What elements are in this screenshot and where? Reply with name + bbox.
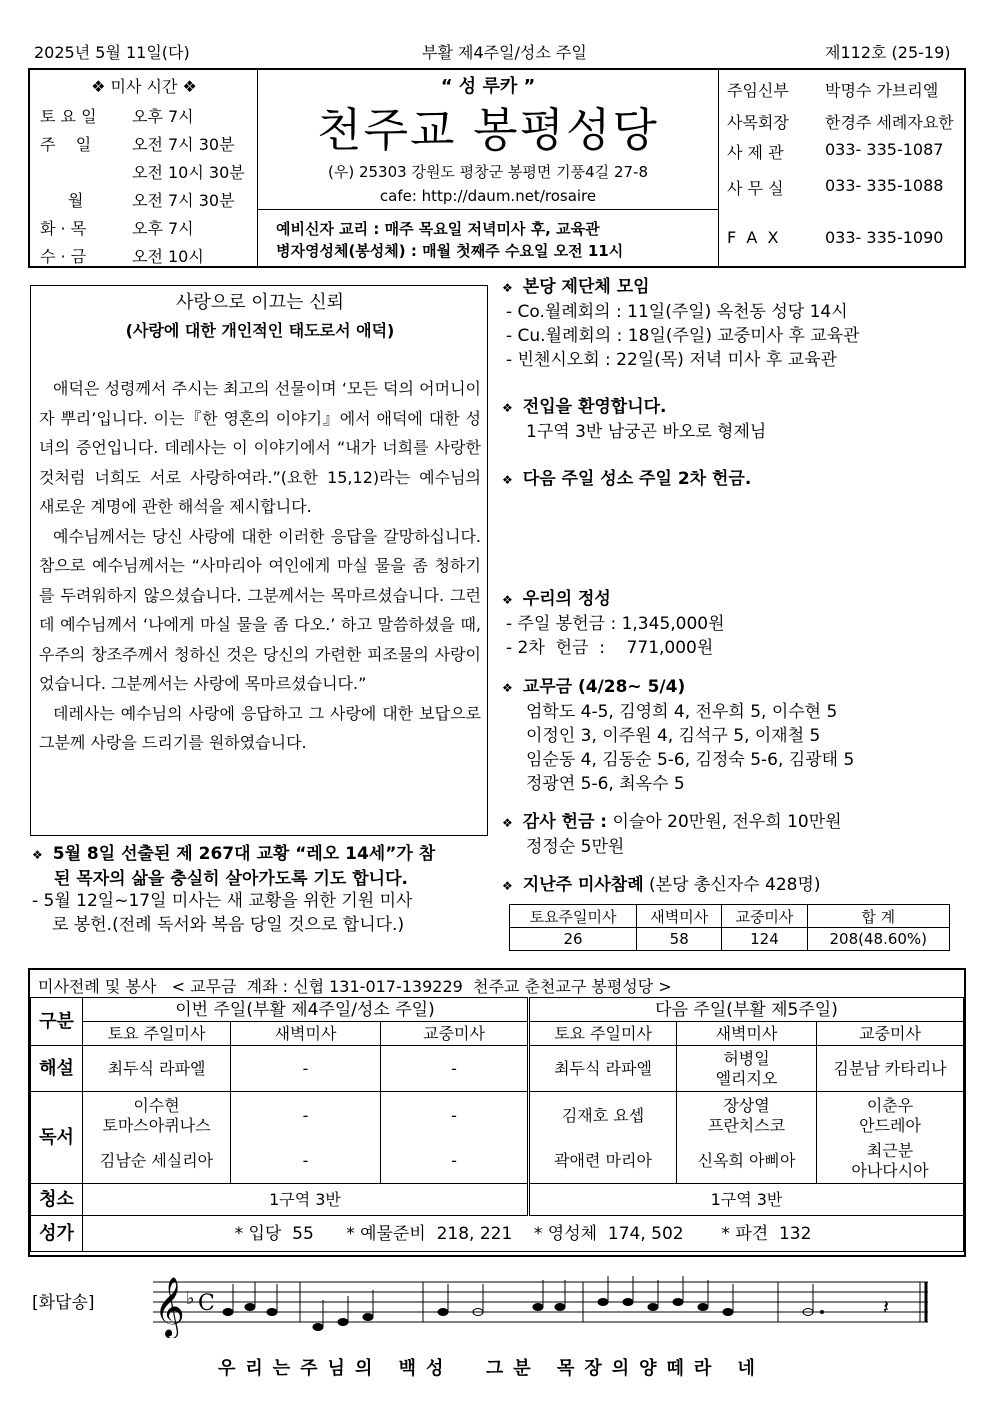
svg-text:♭: ♭ bbox=[186, 1288, 195, 1309]
article-body: 애덕은 성령께서 주시는 최고의 선물이며 ‘모든 덕의 어머니이자 뿌리’입니다. 이는『한 영혼의 이야기』에서 애덕에 대한 성녀의 증언입니다. 데레사는 이 이야기에서 “내가 너희를 사랑한 것처럼 너희도 서로 사랑하여라.”(요한 15,12)라는 예수님의 새로운 계명에 관한 해석을 제시합니다. 예수님께서는 당신 사랑에 대한 이러한 응답을 갈망하십니다. 참으로 예수님께서는 “사마리아 여인에게 마실 물을 좀 청하기를 두려워하지 않으셨습니다. 그분께서는 목마르셨습니다. 그런데 예수님께서 ‘나에게 마실 물을 좀 다오.’ 하고 말씀하셨을 때, 우주의 창조주께서 청하신 것은 당신의 가련한 피조물의 사랑이었습니다. 그분께서는 사랑에 목마르셨습니다.” 데레사는 예수님의 사랑에 응답하고 그 사랑에 대한 보답으로 그분께 사랑을 드리기를 원하였습니다. bbox=[39, 379, 481, 752]
service-table bbox=[30, 997, 964, 1252]
mass-row: 주 일 오전 7시 30분 bbox=[40, 135, 235, 154]
parish-title bbox=[258, 70, 718, 266]
mass-row: 토 요 일 오후 7시 bbox=[40, 107, 194, 126]
diamond-icon: ❖ bbox=[32, 848, 43, 862]
diamond-icon: ❖ bbox=[502, 879, 513, 893]
table-row: 구분 이번 주일(부활 제4주일/성소 주일) 다음 주일(부활 제5주일) bbox=[31, 998, 964, 1022]
diamond-icon: ❖ bbox=[502, 681, 513, 695]
masthead bbox=[28, 68, 966, 268]
diamond-icon: ❖ bbox=[502, 593, 513, 607]
svg-text:𝄽: 𝄽 bbox=[883, 1295, 890, 1319]
parish-notes: 예비신자 교리 : 매주 목요일 저녁미사 후, 교육관 병자영성체(봉성체) : 매월 첫째주 수요일 오전 11시 bbox=[258, 209, 718, 266]
table-row: 해설 최두식 라파엘 - - 최두식 라파엘 허병일 엘리지오 김분남 카타리나 bbox=[31, 1046, 964, 1092]
table-row: 청소 1구역 3반 1구역 3반 bbox=[31, 1184, 964, 1216]
second-collection: ❖ 다음 주일 성소 주일 2차 헌금. bbox=[502, 469, 752, 489]
music-staff-icon bbox=[148, 1268, 938, 1338]
table-row: 토요 주일미사 새벽미사 교중미사 토요 주일미사 새벽미사 교중미사 bbox=[31, 1022, 964, 1046]
diamond-icon: ❖ bbox=[502, 401, 513, 415]
issue-number: 제112호 (25-19) bbox=[825, 43, 951, 62]
attendance-table bbox=[509, 904, 950, 951]
header-line bbox=[30, 40, 965, 66]
parish-cafe-link[interactable]: cafe: http://daum.net/rosaire bbox=[379, 187, 597, 205]
mass-times-title: ❖ 미사 시간 ❖ bbox=[91, 77, 197, 96]
altar-meetings: ❖ 본당 제단체 모임 - Co.월례회의 : 11일(주일) 옥천동 성당 14시 - Cu.월례회의 : 18일(주일) 교중미사 후 교육관 - 빈첸시오회 : 22일(목) 저녁 미사 후 교육관 bbox=[502, 277, 860, 370]
diamond-icon: ❖ bbox=[502, 281, 513, 295]
mass-row: 오전 10시 30분 bbox=[132, 163, 245, 182]
pope-prayer: ❖ 5월 8일 선출된 제 267대 교황 “레오 14세”가 참 된 목자의 삶을 충실히 살아가도록 기도 합니다. bbox=[32, 844, 436, 889]
diamond-icon: ❖ bbox=[502, 816, 513, 830]
church-dues: ❖ 교무금 (4/28~ 5/4) 엄학도 4-5, 김영희 4, 전우희 5, 이수현 5 이정인 3, 이주원 4, 김석구 5, 이재철 5 임순동 4, 김동순 5-6, 김정숙 5-6, 김광태 5 정광연 5-6, 최옥수 5 bbox=[502, 677, 855, 794]
table-row: 26 58 124 208(48.60%) bbox=[510, 928, 950, 951]
table-row: 성가 * 입당 55 * 예물준비 218, 221 * 영성체 174, 502 * 파견 132 bbox=[31, 1216, 964, 1252]
parish-name: 천주교 봉평성당 bbox=[317, 103, 659, 157]
responsorial-psalm bbox=[28, 1268, 966, 1398]
psalm-lyric: 우리는주님의 백성 그분 목장의양떼라 네 bbox=[218, 1358, 765, 1379]
liturgical-feast: 부활 제4주일/성소 주일 bbox=[422, 43, 587, 62]
thanks-offering: ❖ 감사 헌금 : 이슬아 20만원, 전우희 10만원 정정순 5만원 bbox=[502, 812, 842, 857]
diamond-icon: ❖ bbox=[502, 473, 513, 487]
service-caption: 미사전례 및 봉사 < 교무금 계좌 : 신협 131-017-139229 천주교 춘천교구 봉평성당 > bbox=[38, 977, 672, 996]
service-schedule bbox=[28, 968, 966, 1257]
parish-address: (우) 25303 강원도 평창군 봉평면 기풍4길 27-8 bbox=[328, 163, 648, 181]
svg-text:𝄞: 𝄞 bbox=[154, 1277, 185, 1337]
table-row: 독서 이수현 토마스아퀴나스 - - 김재호 요셉 장상열 프란치스코 이춘우 안드레아 bbox=[31, 1092, 964, 1140]
mass-times bbox=[30, 70, 258, 266]
psalm-label: [화답송] bbox=[32, 1293, 95, 1313]
article-subtitle: (사랑에 대한 개인적인 태도로서 애덕) bbox=[125, 321, 395, 340]
svg-text:C: C bbox=[198, 1291, 215, 1316]
pope-mass-note: - 5월 12일~17일 미사는 새 교황을 위한 기원 미사 로 봉헌.(전례 독서와 복음 당일 것으로 합니다.) bbox=[32, 891, 413, 935]
article-box bbox=[30, 285, 488, 836]
table-row: 김남순 세실리아 - - 곽애련 마리아 신옥희 아삐아 최근분 아나다시아 bbox=[31, 1140, 964, 1184]
mass-row: 수 · 금 오전 10시 bbox=[40, 247, 204, 266]
mass-row: 월 오전 7시 30분 bbox=[68, 191, 235, 210]
offerings: ❖ 우리의 정성 - 주일 봉헌금 : 1,345,000원 - 2차 헌금 : 771,000원 bbox=[502, 589, 725, 658]
article-title: 사랑으로 이끄는 신뢰 bbox=[176, 292, 344, 313]
contacts: 주임신부 박명수 가브리엘 사목회장 한경주 세례자요한 사 제 관 033- 335-1087 사 무 실 033- 335-1088 F A X 033- 335-1090 bbox=[718, 70, 964, 266]
table-row: 토요주일미사 새벽미사 교중미사 합 계 bbox=[510, 905, 950, 928]
attendance-heading: ❖ 지난주 미사참례 (본당 총신자수 428명) bbox=[502, 875, 821, 895]
patron-saint: “ 성 루카 ” bbox=[440, 76, 536, 97]
welcome-section: ❖ 전입을 환영합니다. 1구역 3반 남궁곤 바오로 형제님 bbox=[502, 397, 767, 442]
mass-row: 화 · 목 오후 7시 bbox=[40, 219, 194, 238]
issue-date: 2025년 5월 11일(다) bbox=[34, 43, 190, 62]
